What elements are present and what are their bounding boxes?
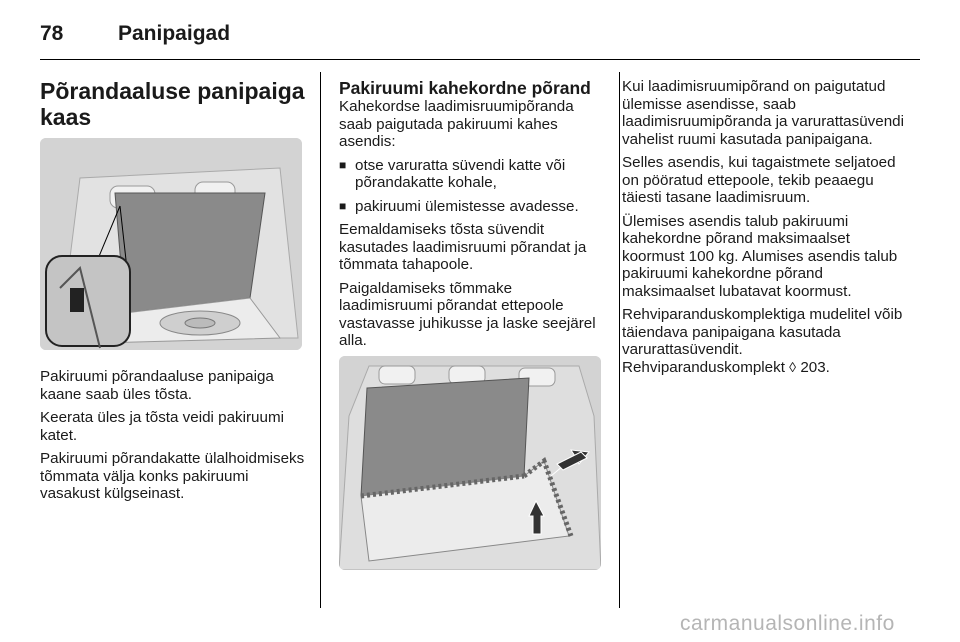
- reference-page: 203.: [800, 358, 830, 376]
- page-header: [40, 14, 920, 54]
- paragraph: Rehviparanduskomplektiga mudelitel võib täiendava panipaigana kasutada varurattasüvendit.: [622, 306, 903, 358]
- paragraph: Selles asendis, kui tagaistmete seljatoed on pööratud ettepoole, tekib peaaegu täiesti tasane laadimisruum.: [622, 154, 896, 206]
- column-1: [40, 78, 305, 509]
- column-divider-2: [619, 72, 620, 608]
- paragraph: Ülemises asendis talub pakiruumi kahekordne põrand maksimaalset koormust 100 kg. Alumises asendis talub pakiruumi kahekordne põrand maksimaalset lubatavat koormust.: [622, 212, 898, 300]
- reference-text: Rehviparanduskomplekt: [622, 358, 785, 376]
- list-item: ■ pakiruumi ülemistesse avadesse.: [339, 198, 604, 216]
- column-2: [339, 78, 604, 570]
- paragraph: Pakiruumi põrandakatte ülalhoidmiseks tõmmata välja konks pakiruumi vasakust külgseinast.: [40, 450, 305, 502]
- column-3: [622, 78, 907, 382]
- column-divider-1: [320, 72, 321, 608]
- paragraph: Pakiruumi põrandaaluse panipaiga kaane saab üles tõsta.: [40, 368, 274, 403]
- paragraph: Eemaldamiseks tõsta süvendit kasutades laadimisruumi põrandat ja tõmmata tahapoole.: [339, 221, 587, 273]
- figure-trunk-floor-cover: [40, 138, 302, 350]
- bullet-list: [339, 157, 604, 216]
- paragraph: Kui laadimisruumipõrand on paigutatud ülemisse asendisse, saab laadimisruumipõranda ja varurattasüvendi vahelist ruumi kasutada panipaigana.: [622, 78, 904, 148]
- paragraph: Kahekordse laadimisruumipõranda saab paigutada pakiruumi kahes asendis:: [339, 98, 574, 150]
- double-floor-illustration: [339, 356, 601, 570]
- page-number: 78: [40, 22, 64, 45]
- page-title: Panipaigad: [118, 22, 231, 45]
- cross-reference[interactable]: [622, 359, 907, 377]
- paragraph: Paigaldamiseks tõmmake laadimisruumi põrandat ettepoole vastavasse juhikusse ja laske seejärel alla.: [339, 279, 596, 349]
- paragraph: Keerata üles ja tõsta veidi pakiruumi katet.: [40, 409, 284, 444]
- list-item: ■ otse varuratta süvendi katte või põrandakatte kohale,: [339, 157, 604, 192]
- trunk-cover-illustration: [40, 138, 302, 350]
- header-rule: [40, 59, 920, 60]
- section-title: Põrandaaluse panipaiga kaas: [40, 78, 305, 130]
- reference-arrow-icon: ◊: [789, 358, 797, 375]
- figure-double-floor: [339, 356, 601, 570]
- watermark: carmanualsonline.info: [680, 612, 895, 635]
- subsection-title: Pakiruumi kahekordne põrand: [339, 78, 591, 98]
